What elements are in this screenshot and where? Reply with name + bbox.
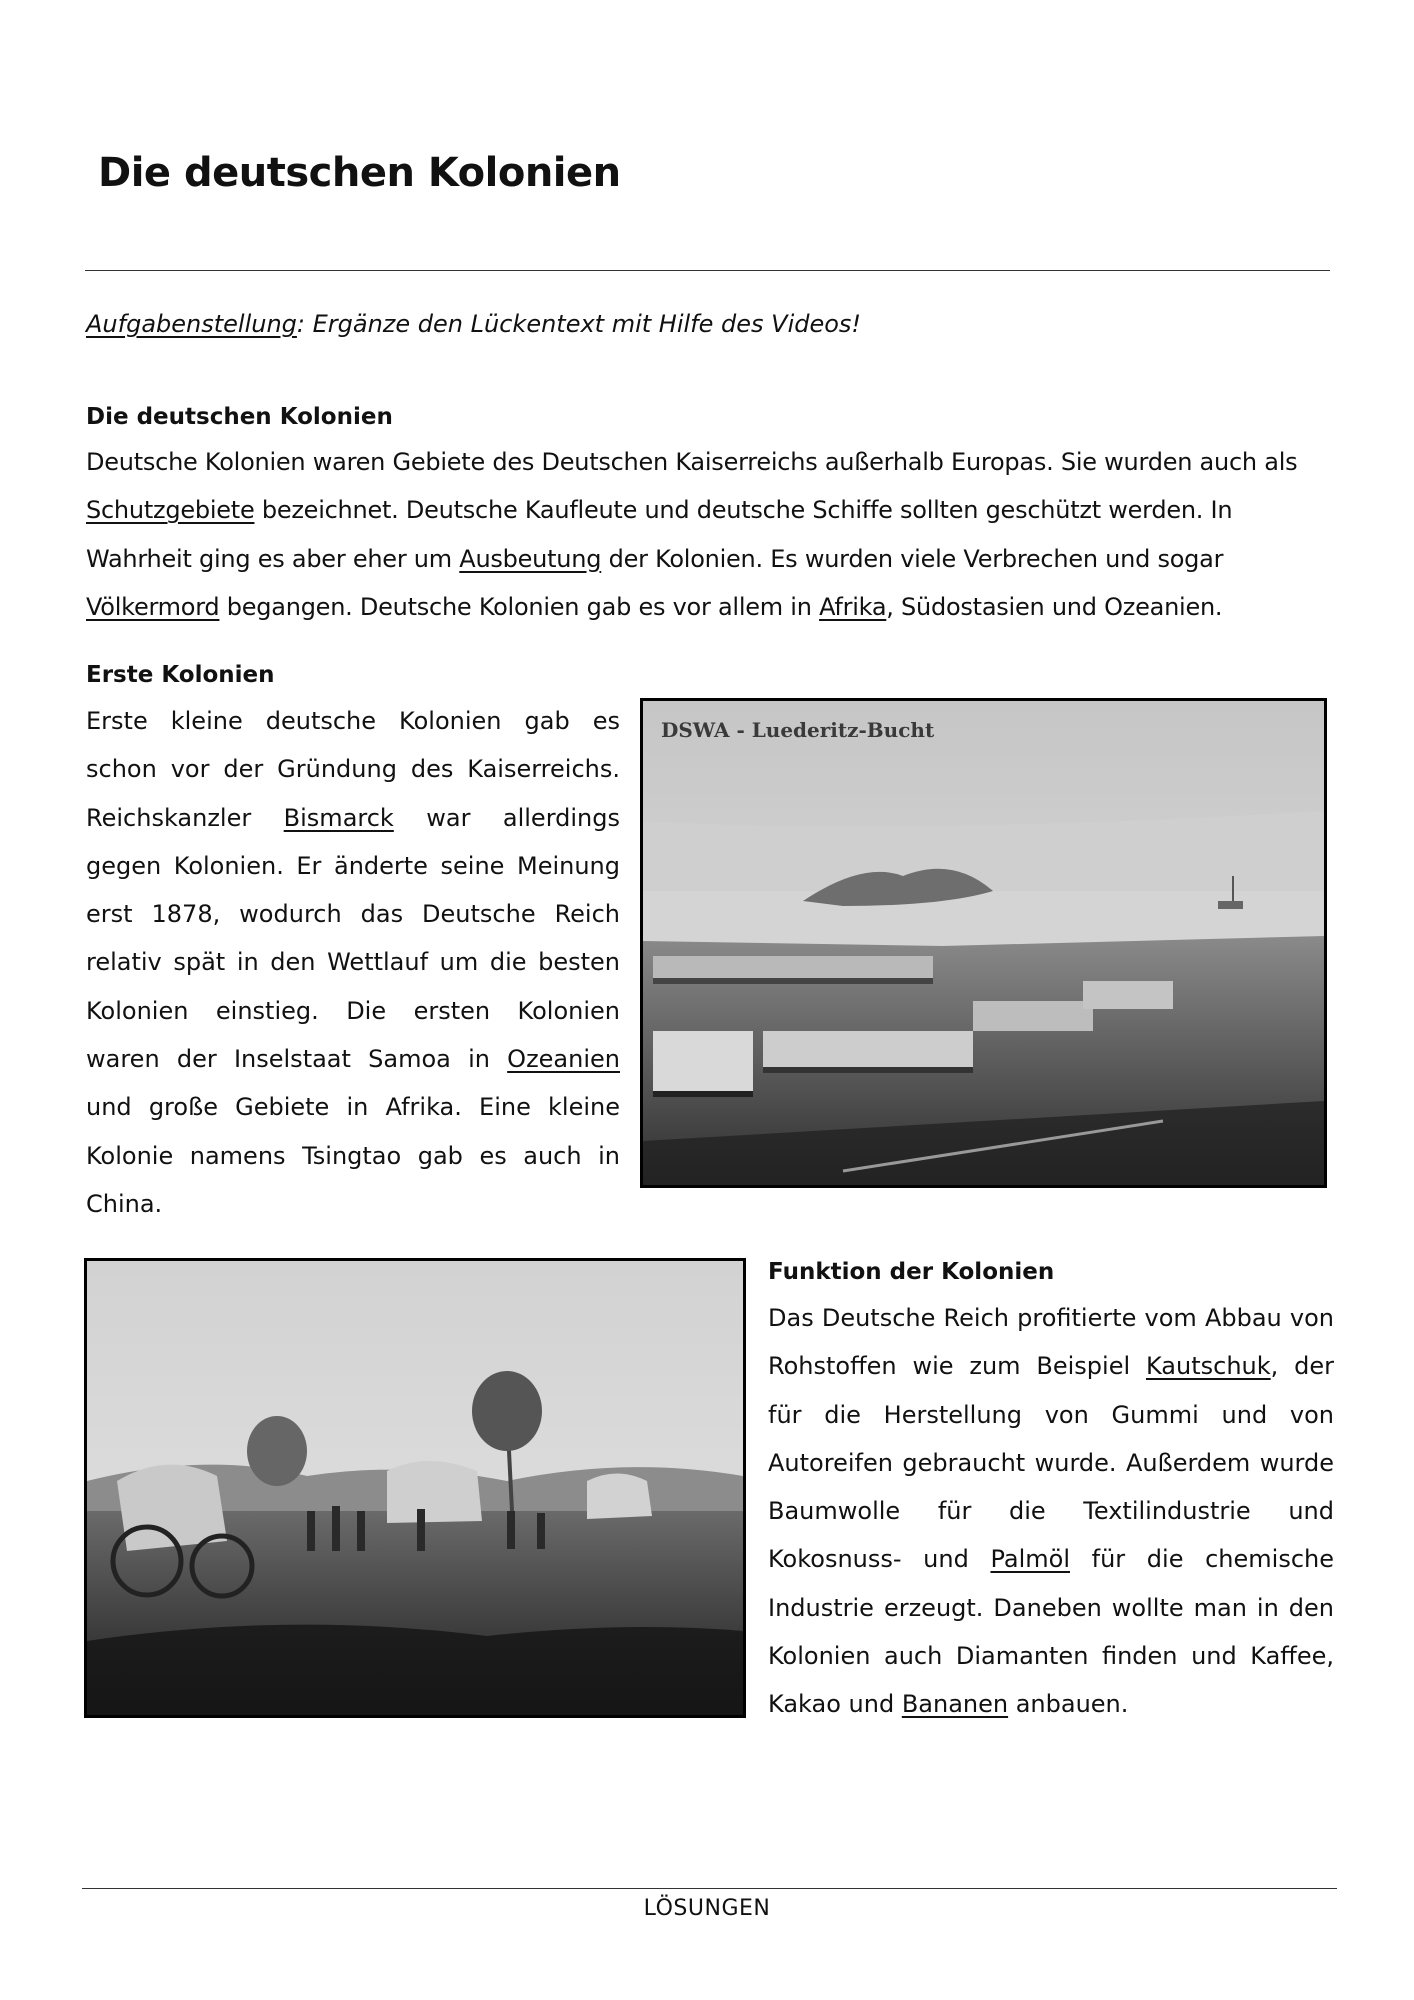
section-heading-kolonien: Die deutschen Kolonien (86, 404, 393, 430)
footer-divider (82, 1888, 1337, 1889)
text-segment: begangen. Deutsche Kolonien gab es vor allem in (219, 592, 820, 621)
answer-kautschuk: Kautschuk (1145, 1352, 1271, 1381)
wagons-illustration (87, 1261, 743, 1715)
title-divider (85, 270, 1330, 271)
task-label: Aufgabenstellung (86, 310, 297, 338)
answer-bananen: Bananen (901, 1690, 1009, 1719)
answer-bismarck: Bismarck (283, 803, 394, 832)
answer-voelkermord: Völkermord (86, 592, 220, 621)
section-text-funktion (768, 1294, 1334, 1729)
section-text-kolonien (86, 438, 1336, 631)
page-title: Die deutschen Kolonien (98, 150, 621, 196)
answer-afrika: Afrika (819, 592, 887, 621)
photo-luederitz-bucht (640, 698, 1327, 1188)
footer-label: LÖSUNGEN (643, 1896, 771, 1921)
text-segment: bezeichnet. Deutsche Kaufleute und deutsche Schiffe sollten geschützt werden. In Wahrheit ging es aber eher um (86, 496, 1233, 573)
photo-caption: DSWA - Luederitz-Bucht (661, 718, 935, 742)
text-segment: Erste kleine deutsche Kolonien gab es schon vor der Gründung des Kaiserreichs. Reichskanzler (86, 707, 620, 832)
text-segment: , Südostasien und Ozeanien. (886, 592, 1223, 621)
task-instruction (86, 310, 861, 338)
text-segment: Deutsche Kolonien waren Gebiete des Deutschen Kaiserreichs außerhalb Europas. Sie wurden auch als (86, 448, 1298, 476)
text-segment: der Kolonien. Es wurden viele Verbrechen und sogar (601, 544, 1224, 573)
text-segment: Das Deutsche Reich profitierte vom Abbau von Rohstoffen wie zum Beispiel (768, 1304, 1334, 1381)
task-text: : Ergänze den Lückentext mit Hilfe des Videos! (296, 310, 862, 338)
answer-palmoel: Palmöl (990, 1545, 1070, 1574)
text-segment: war allerdings gegen Kolonien. Er änderte seine Meinung erst 1878, wodurch das Deutsche Reich relativ spät in den Wettlauf um die besten Kolonien einstieg. Die ersten Kolonien waren der Inselstaat Samoa in (86, 803, 620, 1074)
photo-ox-wagons (84, 1258, 746, 1718)
text-segment: anbauen. (1008, 1690, 1129, 1719)
section-heading-erste-kolonien: Erste Kolonien (86, 662, 275, 688)
text-segment: und große Gebiete in Afrika. Eine kleine Kolonie namens Tsingtao gab es auch in China. (86, 1093, 620, 1218)
section-heading-funktion: Funktion der Kolonien (768, 1259, 1055, 1285)
answer-ausbeutung: Ausbeutung (459, 544, 602, 573)
text-segment: für die chemische Industrie erzeugt. Daneben wollte man in den Kolonien auch Diamanten finden und Kaffee, Kakao und (768, 1545, 1334, 1719)
harbour-illustration (643, 701, 1324, 1185)
answer-schutzgebiete: Schutzgebiete (86, 496, 255, 525)
section-text-erste-kolonien (86, 697, 620, 1228)
answer-ozeanien: Ozeanien (507, 1045, 620, 1074)
text-segment: , der für die Herstellung von Gummi und von Autoreifen gebraucht wurde. Außerdem wurde Baumwolle für die Textilindustrie und Kokosnuss- und (768, 1352, 1334, 1574)
